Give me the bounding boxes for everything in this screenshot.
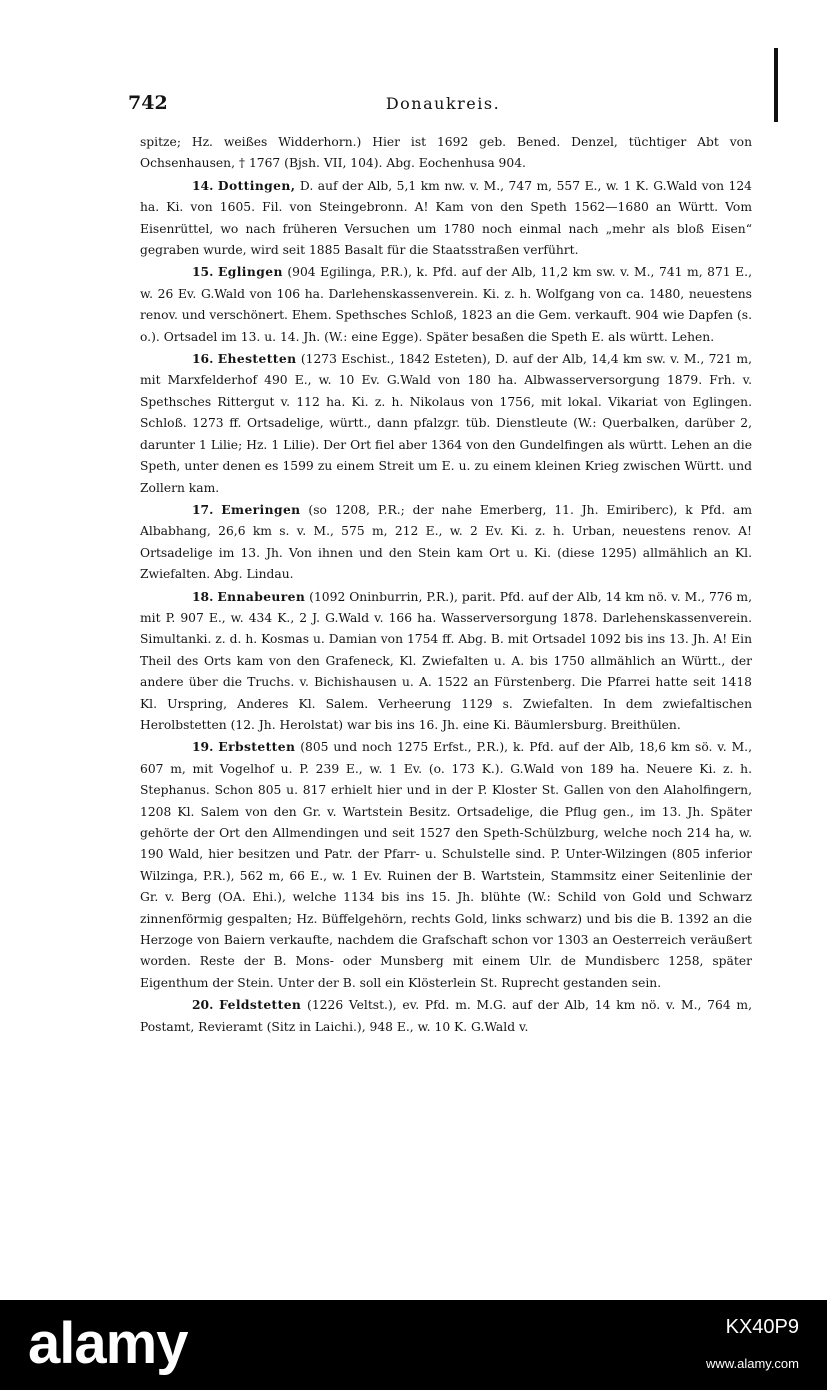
- entry-text: D. auf der Alb, 5,1 km nw. v. M., 747 m, 557 E., w. 1 K. G.Wald von 124 ha. Ki. von 1605. Fil. von Steingebronn. A! Kam von den Speth 1562—1680 an Württ. Vom Eisenrüttel, wo nach früheren Versuchen um 1780 noch einmal nach „mehr als bloß Eisen“ gegraben wurde, wird seit 1885 Basalt für die Staatsstraßen verführt.: [140, 178, 753, 258]
- entry-number: 14.: [192, 177, 214, 193]
- entry-16: [140, 348, 752, 499]
- entry-14: [140, 175, 752, 262]
- entry-text: (904 Egilinga, P.R.), k. Pfd. auf der Alb, 11,2 km sw. v. M., 741 m, 871 E., w. 26 Ev. G.Wald von 106 ha. Darlehenskassenverein. Ki. z. h. Wolfgang von ca. 1480, neuestens renov. und verschönert. Ehem. Spethsches Schloß, 1823 an die Gem. verkauft. 904 wie Dapfen (s. o.). Ortsadel im 13. u. 14. Jh. (W.: eine Egge). Später besaßen die Speth E. als württ. Lehen.: [140, 265, 752, 344]
- entry-17: [140, 499, 752, 586]
- page-header: [128, 92, 758, 116]
- entry-place-name: Dottingen,: [217, 177, 296, 193]
- entry-text: (1226 Veltst.), ev. Pfd. m. M.G. auf der Alb, 14 km nö. v. M., 764 m, Postamt, Revieramt (Sitz in Laichi.), 948 E., w. 10 K. G.Wald v.: [140, 998, 752, 1034]
- page-body: [140, 132, 752, 1038]
- scan-edge-mark: [774, 48, 778, 122]
- entry-place-name: Ehestetten: [217, 351, 297, 367]
- entry-number: 18.: [192, 588, 214, 604]
- watermark-bar: [0, 1300, 827, 1390]
- entry-place-name: Feldstetten: [219, 997, 302, 1013]
- image-id: KX40P9: [725, 1316, 799, 1338]
- entry-place-name: Eglingen: [217, 264, 283, 280]
- entry-number: 16.: [192, 351, 214, 367]
- entry-20: [140, 994, 752, 1038]
- entry-18: [140, 586, 752, 737]
- entry-text: (so 1208, P.R.; der nahe Emerberg, 11. Jh. Emiriberc), k Pfd. am Albabhang, 26,6 km s. v. M., 575 m, 212 E., w. 2 Ev. Ki. z. h. Urban, neuestens renov. A! Ortsadelige im 13. Jh. Von ihnen und den Stein kam Ort u. Ki. (diese 1295) allmählich an Kl. Zwiefalten. Abg. Lindau.: [140, 502, 752, 582]
- entry-number: 17.: [192, 501, 214, 517]
- intro-paragraph: spitze; Hz. weißes Widderhorn.) Hier ist 1692 geb. Bened. Denzel, tüchtiger Abt von Ochsenhausen, † 1767 (Bjsh. VII, 104). Abg. Eochenhusa 904.: [140, 135, 752, 171]
- entry-text: (1092 Oninburrin, P.R.), parit. Pfd. auf der Alb, 14 km nö. v. M., 776 m, mit P. 907 E., w. 434 K., 2 J. G.Wald v. 166 ha. Wasserversorgung 1878. Darlehenskassenverein. Simultanki. z. d. h. Kosmas u. Damian von 1754 ff. Abg. B. mit Ortsadel 1092 bis ins 13. Jh. A! Ein Theil des Orts kam von den Grafeneck, Kl. Zwiefalten u. A. bis 1750 allmählich an Württ., der andere über die Truchs. v. Bichishausen u. A. 1522 an Fürstenberg. Die Pfarrei hatte seit 1418 Kl. Urspring, Anderes Kl. Salem. Verheerung 1129 s. Zwiefalten. In dem zwiefaltischen Herolbstetten (12. Jh. Herolstat) war bis ins 16. Jh. eine Ki. Bäumlersburg. Breithülen.: [140, 589, 752, 732]
- entry-place-name: Erbstetten: [218, 739, 296, 755]
- entry-place-name: Ennabeuren: [217, 588, 306, 604]
- entry-19: [140, 736, 752, 994]
- entry-number: 19.: [192, 739, 214, 755]
- entry-number: 20.: [192, 997, 214, 1013]
- entry-15: [140, 261, 752, 348]
- entry-number: 15.: [192, 264, 214, 280]
- watermark-url: www.alamy.com: [706, 1356, 799, 1371]
- alamy-logo: alamy: [28, 1311, 188, 1376]
- entry-place-name: Emeringen: [221, 501, 301, 517]
- page-number: 742: [128, 92, 168, 114]
- entry-text: (1273 Eschist., 1842 Esteten), D. auf der Alb, 14,4 km sw. v. M., 721 m, mit Marxfelderhof 490 E., w. 10 Ev. G.Wald von 180 ha. Albwasserversorgung 1879. Frh. v. Spethsches Rittergut v. 112 ha. Ki. z. h. Nikolaus von 1756, mit lokal. Vikariat von Eglingen. Schloß. 1273 ff. Ortsadelige, württ., dann pfalzgr. tüb. Dienstleute (W.: Querbalken, darüber 2, darunter 1 Lilie; Hz. 1 Lilie). Der Ort fiel aber 1364 von den Gundelfingen als württ. Lehen an die Speth, unter denen es 1599 zu einem Streit um E. u. zu einem kleinen Krieg zwischen Württ. und Zollern kam.: [140, 352, 752, 495]
- entry-text: (805 und noch 1275 Erfst., P.R.), k. Pfd. auf der Alb, 18,6 km sö. v. M., 607 m, mit Vogelhof u. P. 239 E., w. 1 Ev. (o. 173 K.). G.Wald von 189 ha. Neuere Ki. z. h. Stephanus. Schon 805 u. 817 erhielt hier und in der P. Kloster St. Gallen von den Alaholfingern, 1208 Kl. Salem von den Gr. v. Wartstein Besitz. Ortsadelige, die Pflug gen., im 13. Jh. Später gehörte der Ort den Allmendingen und seit 1527 den Speth-Schülzburg, welche noch 214 ha, w. 190 Wald, hier besitzen und Patr. der Pfarr- u. Schulstelle sind. P. Unter-Wilzingen (805 inferior Wilzinga, P.R.), 562 m, 66 E., w. 1 Ev. Ruinen der B. Wartstein, Stammsitz einer Seitenlinie der Gr. v. Berg (OA. Ehi.), welche 1134 bis ins 15. Jh. blühte (W.: Schild von Gold und Schwarz zinnenförmig gespalten; Hz. Büffelgehörn, rechts Gold, links schwarz) und bis die B. 1392 an die Herzoge von Baiern verkaufte, nachdem die Grafschaft schon vor 1303 an Oesterreich veräußert worden. Reste der B. Mons- oder Munsberg mit einem Ulr. de Mundisberc 1258, später Eigenthum der Stein. Unter der B. soll ein Klösterlein St. Ruprecht gestanden sein.: [140, 740, 752, 990]
- running-head: Donaukreis.: [385, 94, 501, 113]
